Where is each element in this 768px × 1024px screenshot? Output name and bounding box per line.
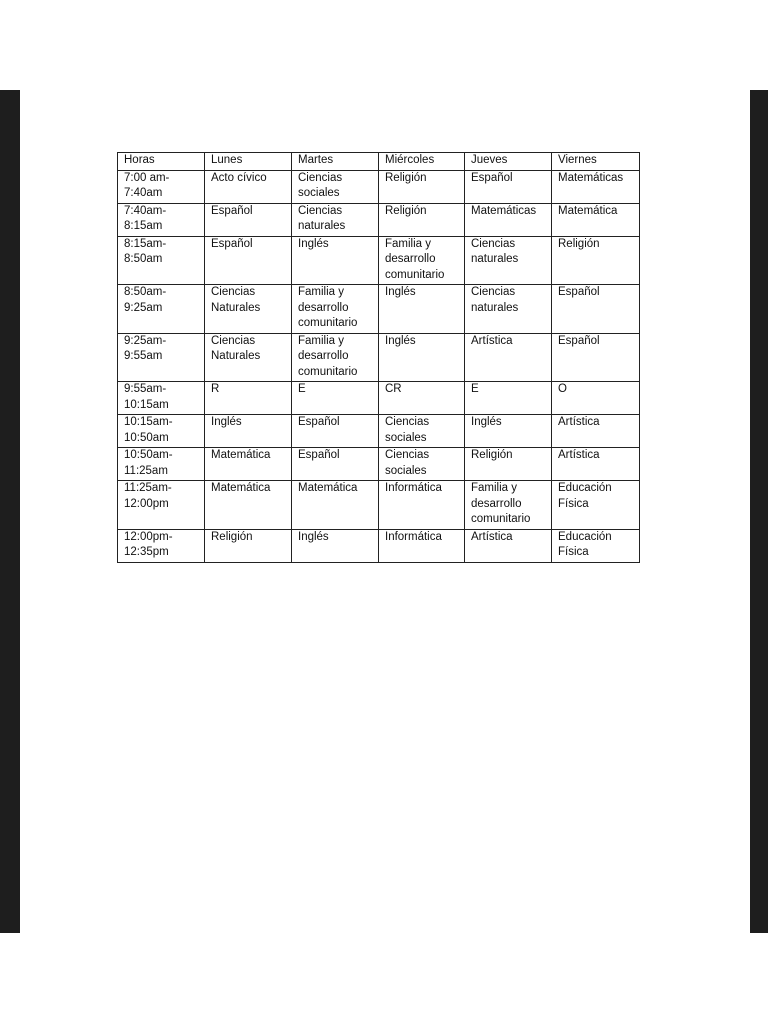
table-cell: Matemática bbox=[205, 481, 292, 530]
table-cell: Matemática bbox=[292, 481, 379, 530]
table-cell: Español bbox=[292, 448, 379, 481]
table-cell: Ciencias sociales bbox=[379, 415, 465, 448]
time-cell: 10:15am- 10:50am bbox=[118, 415, 205, 448]
table-cell: Religión bbox=[465, 448, 552, 481]
table-cell: Familia y desarrollo comunitario bbox=[465, 481, 552, 530]
table-cell: Educación Física bbox=[552, 529, 640, 562]
table-cell: E bbox=[292, 382, 379, 415]
table-row bbox=[118, 170, 640, 203]
table-row bbox=[118, 333, 640, 382]
table-cell: Inglés bbox=[292, 236, 379, 285]
time-cell: 8:50am- 9:25am bbox=[118, 285, 205, 334]
table-row bbox=[118, 529, 640, 562]
table-cell: Español bbox=[552, 285, 640, 334]
table-row bbox=[118, 481, 640, 530]
time-cell: 11:25am- 12:00pm bbox=[118, 481, 205, 530]
table-cell: Español bbox=[552, 333, 640, 382]
table-row bbox=[118, 382, 640, 415]
left-margin-bar bbox=[0, 90, 20, 933]
table-row bbox=[118, 236, 640, 285]
time-cell: 8:15am- 8:50am bbox=[118, 236, 205, 285]
table-cell: Religión bbox=[552, 236, 640, 285]
time-cell: 9:25am- 9:55am bbox=[118, 333, 205, 382]
header-miercoles: Miércoles bbox=[379, 153, 465, 171]
table-cell: Ciencias naturales bbox=[465, 285, 552, 334]
right-margin-bar bbox=[750, 90, 768, 933]
header-lunes: Lunes bbox=[205, 153, 292, 171]
table-cell: Ciencias Naturales bbox=[205, 285, 292, 334]
table-cell: E bbox=[465, 382, 552, 415]
table-cell: Artística bbox=[465, 333, 552, 382]
table-cell: Ciencias Naturales bbox=[205, 333, 292, 382]
table-cell: Ciencias sociales bbox=[292, 170, 379, 203]
time-cell: 7:00 am- 7:40am bbox=[118, 170, 205, 203]
table-cell: Español bbox=[205, 203, 292, 236]
table-cell: Matemáticas bbox=[552, 170, 640, 203]
table-cell: R bbox=[205, 382, 292, 415]
table-cell: Inglés bbox=[379, 333, 465, 382]
table-cell: Matemática bbox=[205, 448, 292, 481]
header-jueves: Jueves bbox=[465, 153, 552, 171]
table-row bbox=[118, 203, 640, 236]
time-cell: 12:00pm- 12:35pm bbox=[118, 529, 205, 562]
table-row bbox=[118, 448, 640, 481]
table-cell: Español bbox=[465, 170, 552, 203]
class-schedule-table bbox=[117, 152, 640, 563]
table-cell: Informática bbox=[379, 529, 465, 562]
header-viernes: Viernes bbox=[552, 153, 640, 171]
table-cell: Familia y desarrollo comunitario bbox=[292, 333, 379, 382]
table-cell: Inglés bbox=[205, 415, 292, 448]
table-cell: Informática bbox=[379, 481, 465, 530]
table-cell: Familia y desarrollo comunitario bbox=[379, 236, 465, 285]
table-cell: Artística bbox=[552, 415, 640, 448]
table-cell: Educación Física bbox=[552, 481, 640, 530]
table-cell: Acto cívico bbox=[205, 170, 292, 203]
table-cell: Español bbox=[205, 236, 292, 285]
table-cell: Español bbox=[292, 415, 379, 448]
table-cell: O bbox=[552, 382, 640, 415]
table-cell: Matemáticas bbox=[465, 203, 552, 236]
table-cell: CR bbox=[379, 382, 465, 415]
table-cell: Ciencias sociales bbox=[379, 448, 465, 481]
table-row bbox=[118, 285, 640, 334]
table-cell: Inglés bbox=[292, 529, 379, 562]
time-cell: 9:55am- 10:15am bbox=[118, 382, 205, 415]
table-row bbox=[118, 415, 640, 448]
time-cell: 10:50am- 11:25am bbox=[118, 448, 205, 481]
table-cell: Artística bbox=[465, 529, 552, 562]
header-martes: Martes bbox=[292, 153, 379, 171]
table-cell: Religión bbox=[379, 170, 465, 203]
table-cell: Inglés bbox=[379, 285, 465, 334]
table-cell: Matemática bbox=[552, 203, 640, 236]
table-cell: Ciencias naturales bbox=[292, 203, 379, 236]
table-cell: Familia y desarrollo comunitario bbox=[292, 285, 379, 334]
table-cell: Inglés bbox=[465, 415, 552, 448]
table-cell: Religión bbox=[379, 203, 465, 236]
table-header-row bbox=[118, 153, 640, 171]
table-cell: Artística bbox=[552, 448, 640, 481]
time-cell: 7:40am- 8:15am bbox=[118, 203, 205, 236]
table-cell: Religión bbox=[205, 529, 292, 562]
table-cell: Ciencias naturales bbox=[465, 236, 552, 285]
header-horas: Horas bbox=[118, 153, 205, 171]
